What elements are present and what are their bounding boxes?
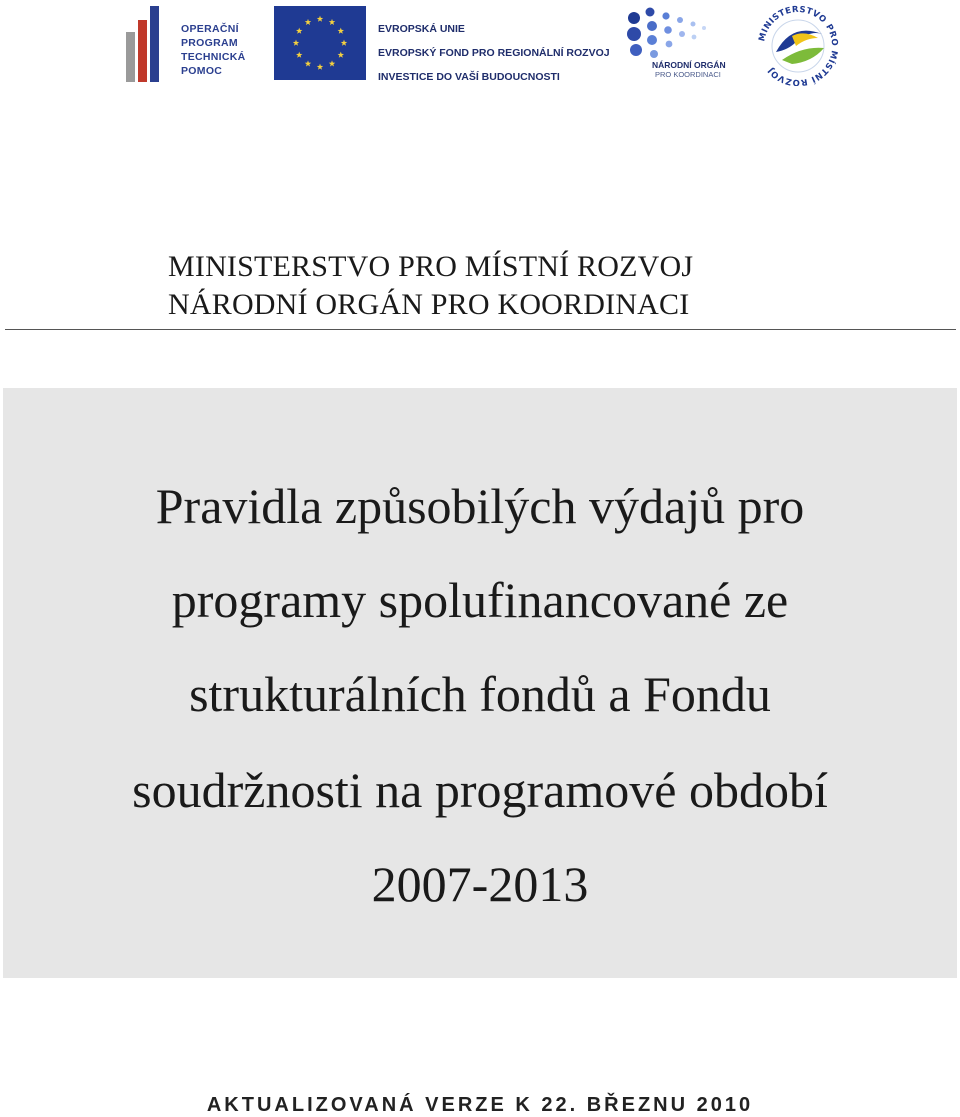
document-title-line: programy spolufinancované ze [171,572,789,628]
mmr-ring-text: MINISTERSTVO PRO MÍSTNÍ ROZVOJ [757,4,840,86]
eu-star-icon [329,19,335,25]
optp-logo-text [181,22,246,78]
optp-logo-bar [126,32,135,82]
document-title-box [3,388,957,978]
header-block [168,248,868,324]
optp-logo-bar [138,20,147,82]
optp-logo-line: OPERAČNÍ [181,23,239,35]
logo-strip [0,0,960,90]
header-divider [5,329,956,330]
eu-star-icon [317,64,323,70]
eu-star-icon [329,60,335,66]
eu-logo-line: EVROPSKÝ FOND PRO REGIONÁLNÍ ROZVOJ [378,47,610,59]
document-period: 2007-2013 [371,856,589,912]
eu-logo-line: INVESTICE DO VAŠÍ BUDOUCNOSTI [378,71,560,83]
nok-logo [622,4,732,84]
eu-star-icon [305,19,311,25]
eu-star-icon [296,52,302,58]
optp-logo [126,6,248,82]
version-note: AKTUALIZOVANÁ VERZE K 22. BŘEZNU 2010 [206,1094,754,1116]
coordination-body-name: NÁRODNÍ ORGÁN PRO KOORDINACI [168,288,690,321]
eu-logo-line: EVROPSKÁ UNIE [378,23,465,35]
document-title-line: strukturálních fondů a Fondu [189,666,771,722]
eu-star-icon [293,40,299,46]
eu-flag-stars [274,6,366,80]
eu-logo-text [378,17,610,89]
document-title-line: soudržnosti na programové období [132,762,828,818]
eu-star-icon [338,52,344,58]
mmr-seal [752,2,844,86]
document-title-line: Pravidla způsobilých výdajů pro [155,478,805,534]
optp-logo-line: TECHNICKÁ [181,51,246,63]
ministry-name: MINISTERSTVO PRO MÍSTNÍ ROZVOJ [168,250,694,283]
optp-logo-line: POMOC [181,65,223,77]
eu-star-icon [296,28,302,34]
nok-dots-icon [622,4,732,60]
eu-star-icon [305,60,311,66]
nok-logo-line: NÁRODNÍ ORGÁN [652,60,726,70]
eu-star-icon [341,40,347,46]
nok-logo-line: PRO KOORDINACI [655,70,721,79]
optp-logo-bar [150,6,159,82]
eu-star-icon [338,28,344,34]
eu-star-icon [317,16,323,22]
optp-logo-line: PROGRAM [181,37,238,49]
mmr-seal-graphic [752,2,844,86]
eu-flag-icon [274,6,366,80]
